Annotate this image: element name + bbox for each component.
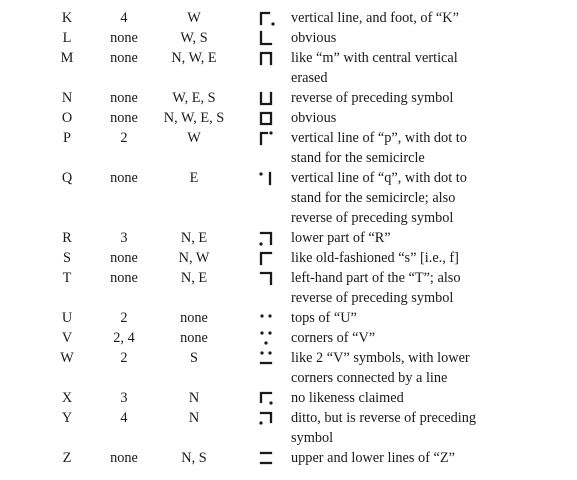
description-line: ditto, but is reverse of preceding xyxy=(291,410,477,426)
description-cell xyxy=(291,408,521,448)
description-line: upper and lower lines of “Z” xyxy=(291,450,455,466)
letter-cell: Z xyxy=(62,450,72,466)
letter-cell: S xyxy=(63,250,71,266)
description-cell xyxy=(291,48,521,88)
direction-cell: N, W, E xyxy=(171,50,217,66)
number-cell: none xyxy=(110,450,138,466)
letter-cell: K xyxy=(61,10,73,26)
number-cell: 4 xyxy=(120,410,128,426)
description-line: corners of “V” xyxy=(291,330,376,346)
direction-cell: N, E xyxy=(180,230,208,246)
direction-cell: W, S xyxy=(180,30,208,46)
direction-cell: N, E xyxy=(180,270,208,286)
r-symbol-icon xyxy=(251,228,283,248)
letter-cell: R xyxy=(62,230,72,246)
direction-cell: N xyxy=(188,390,200,406)
direction-cell: N xyxy=(188,410,200,426)
description-line: reverse of preceding symbol xyxy=(291,90,454,106)
number-cell: none xyxy=(110,90,138,106)
number-cell: none xyxy=(110,30,138,46)
description-line: obvious xyxy=(291,30,337,46)
w-symbol-icon xyxy=(251,348,283,368)
description-cell xyxy=(291,28,521,48)
description-line: erased xyxy=(291,70,328,86)
direction-cell: W xyxy=(187,130,201,146)
description-cell xyxy=(291,88,521,108)
letter-cell: T xyxy=(62,270,72,286)
description-cell xyxy=(291,388,521,408)
u-symbol-icon xyxy=(251,308,283,328)
letter-cell: Q xyxy=(61,170,73,186)
description-line: lower part of “R” xyxy=(291,230,391,246)
description-cell xyxy=(291,108,521,128)
description-line: corners connected by a line xyxy=(291,370,448,386)
direction-cell: E xyxy=(189,170,199,186)
description-cell xyxy=(291,308,521,328)
number-cell: 3 xyxy=(120,390,128,406)
description-line: like old-fashioned “s” [i.e., f] xyxy=(291,250,459,266)
description-line: left-hand part of the “T”; also xyxy=(291,270,461,286)
number-cell: none xyxy=(110,250,138,266)
q-symbol-icon xyxy=(251,168,283,188)
number-cell: none xyxy=(110,50,138,66)
direction-cell: N, W xyxy=(178,250,210,266)
letter-cell: O xyxy=(61,110,73,126)
number-cell: 2 xyxy=(120,130,128,146)
direction-cell: N, S xyxy=(181,450,207,466)
number-cell: 2, 4 xyxy=(113,330,135,346)
letter-cell: Y xyxy=(61,410,73,426)
m-symbol-icon xyxy=(251,48,283,68)
description-cell xyxy=(291,348,521,388)
number-cell: 4 xyxy=(120,10,128,26)
description-cell xyxy=(291,268,521,308)
letter-cell: X xyxy=(61,390,73,406)
description-line: vertical line of “q”, with dot to xyxy=(291,170,467,186)
description-line: obvious xyxy=(291,110,337,126)
direction-cell: W xyxy=(187,10,201,26)
number-cell: none xyxy=(110,170,138,186)
x-symbol-icon xyxy=(251,388,283,408)
description-line: vertical line, and foot, of “K” xyxy=(291,10,459,26)
l-symbol-icon xyxy=(251,28,283,48)
number-cell: none xyxy=(110,110,138,126)
s-symbol-icon xyxy=(251,248,283,268)
t-symbol-icon xyxy=(251,268,283,288)
description-line: stand for the semicircle; also xyxy=(291,190,456,206)
k-symbol-icon xyxy=(251,8,283,28)
direction-cell: none xyxy=(180,330,208,346)
description-cell xyxy=(291,328,521,348)
description-line: reverse of preceding symbol xyxy=(291,210,454,226)
description-line: symbol xyxy=(291,430,334,446)
letter-cell: U xyxy=(61,310,73,326)
description-line: stand for the semicircle xyxy=(291,150,425,166)
direction-cell: S xyxy=(190,350,198,366)
description-cell xyxy=(291,128,521,168)
description-cell xyxy=(291,448,521,468)
letter-cell: W xyxy=(60,350,74,366)
letter-cell: L xyxy=(62,30,72,46)
o-symbol-icon xyxy=(251,108,283,128)
direction-cell: W, E, S xyxy=(172,90,216,106)
description-line: like 2 “V” symbols, with lower xyxy=(291,350,470,366)
description-line: tops of “U” xyxy=(291,310,357,326)
letter-cell: N xyxy=(61,90,73,106)
direction-cell: N, W, E, S xyxy=(163,110,225,126)
number-cell: 3 xyxy=(120,230,128,246)
number-cell: 2 xyxy=(120,350,128,366)
description-cell xyxy=(291,228,521,248)
description-cell xyxy=(291,168,521,228)
number-cell: 2 xyxy=(120,310,128,326)
n-symbol-icon xyxy=(251,88,283,108)
z-symbol-icon xyxy=(251,448,283,468)
description-line: vertical line of “p”, with dot to xyxy=(291,130,467,146)
description-cell xyxy=(291,8,521,28)
letter-cell: V xyxy=(61,330,73,346)
v-symbol-icon xyxy=(251,328,283,348)
y-symbol-icon xyxy=(251,408,283,428)
description-line: reverse of preceding symbol xyxy=(291,290,454,306)
letter-cell: P xyxy=(63,130,71,146)
p-symbol-icon xyxy=(251,128,283,148)
number-cell: none xyxy=(110,270,138,286)
letter-cell: M xyxy=(60,50,74,66)
description-line: no likeness claimed xyxy=(291,390,404,406)
description-line: like “m” with central vertical xyxy=(291,50,458,66)
direction-cell: none xyxy=(180,310,208,326)
description-cell xyxy=(291,248,521,268)
